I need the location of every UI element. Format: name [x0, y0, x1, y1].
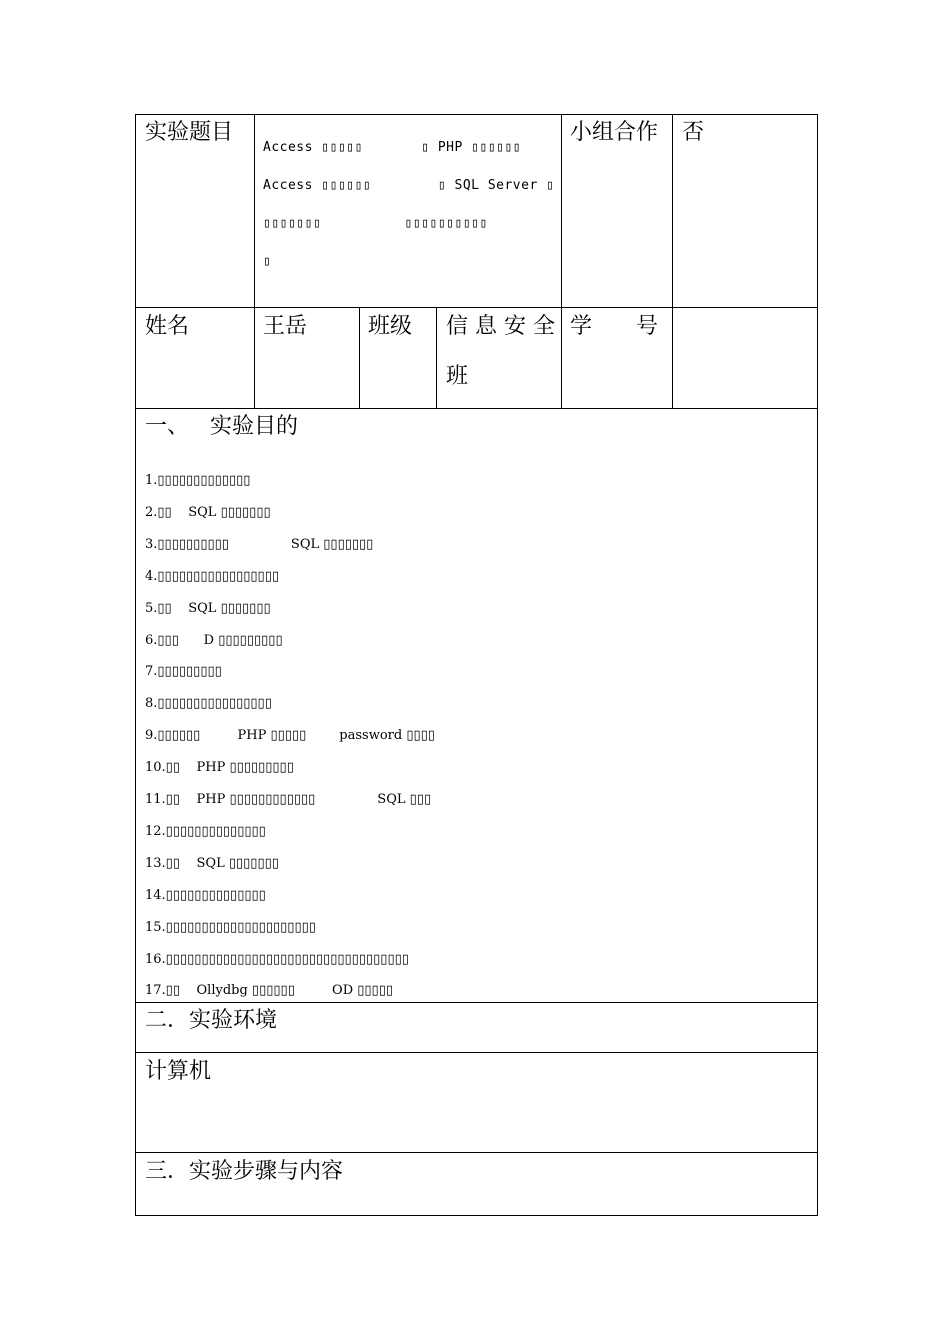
purpose-item: 13.▯▯ SQL ▯▯▯▯▯▯▯ — [145, 855, 279, 871]
purpose-item: 14.▯▯▯▯▯▯▯▯▯▯▯▯▯▯ — [145, 887, 266, 903]
experiment-title-line: ▯ — [263, 254, 272, 269]
column-divider — [561, 114, 562, 408]
row-divider — [135, 1002, 818, 1003]
purpose-item: 12.▯▯▯▯▯▯▯▯▯▯▯▯▯▯ — [145, 823, 266, 839]
purpose-item: 16.▯▯▯▯▯▯▯▯▯▯▯▯▯▯▯▯▯▯▯▯▯▯▯▯▯▯▯▯▯▯▯▯▯▯ — [145, 951, 409, 967]
purpose-item: 17.▯▯ Ollydbg ▯▯▯▯▯▯ OD ▯▯▯▯▯ — [145, 983, 394, 999]
column-divider — [359, 307, 360, 408]
name-value: 王岳 — [263, 314, 308, 339]
table-border-left — [135, 114, 136, 1216]
experiment-title-line: Access ▯▯▯▯▯▯ ▯ SQL Server ▯ — [263, 178, 555, 193]
row-divider — [135, 1152, 818, 1153]
experiment-title-line: ▯▯▯▯▯▯▯ ▯▯▯▯▯▯▯▯▯▯ — [263, 216, 488, 231]
purpose-item: 8.▯▯▯▯▯▯▯▯▯▯▯▯▯▯▯▯ — [145, 696, 272, 712]
table-border-top — [135, 114, 818, 115]
purpose-item: 7.▯▯▯▯▯▯▯▯▯ — [145, 664, 222, 680]
class-value-continued: 班 — [446, 364, 469, 389]
table-border-right — [817, 114, 818, 1216]
purpose-heading: 一、 实验目的 — [145, 414, 298, 439]
class-value: 信 息 安 全 — [446, 314, 555, 339]
student-id-label — [570, 316, 658, 338]
table-border-bottom — [135, 1215, 818, 1216]
steps-heading: 三．实验步骤与内容 — [145, 1159, 344, 1184]
row-divider — [135, 307, 818, 308]
purpose-item: 9.▯▯▯▯▯▯ PHP ▯▯▯▯▯ password ▯▯▯▯ — [145, 728, 435, 744]
experiment-title-label: 实验题目 — [145, 120, 234, 145]
purpose-item: 1.▯▯▯▯▯▯▯▯▯▯▯▯▯ — [145, 473, 251, 488]
environment-heading: 二．实验环境 — [145, 1008, 278, 1033]
row-divider — [135, 408, 818, 409]
environment-value: 计算机 — [145, 1059, 212, 1084]
purpose-item: 5.▯▯ SQL ▯▯▯▯▯▯▯ — [145, 600, 271, 616]
purpose-item: 6.▯▯▯ D ▯▯▯▯▯▯▯▯▯ — [145, 632, 283, 648]
purpose-item: 2.▯▯ SQL ▯▯▯▯▯▯▯ — [145, 504, 271, 520]
purpose-item: 3.▯▯▯▯▯▯▯▯▯▯ SQL ▯▯▯▯▯▯▯ — [145, 536, 374, 552]
purpose-item: 10.▯▯ PHP ▯▯▯▯▯▯▯▯▯ — [145, 760, 294, 776]
purpose-item: 11.▯▯ PHP ▯▯▯▯▯▯▯▯▯▯▯▯ SQL ▯▯▯ — [145, 792, 432, 807]
column-divider — [436, 307, 437, 408]
column-divider — [254, 114, 255, 408]
experiment-title-line: Access ▯▯▯▯▯ ▯ PHP ▯▯▯▯▯▯ — [263, 140, 522, 155]
student-id-label-part: 号 — [635, 314, 658, 339]
group-work-value: 否 — [682, 120, 705, 145]
group-work-label: 小组合作 — [570, 120, 659, 145]
name-label: 姓名 — [145, 314, 190, 339]
class-label: 班级 — [368, 314, 413, 339]
column-divider — [672, 114, 673, 408]
student-id-label-part: 学 — [570, 314, 593, 339]
row-divider — [135, 1052, 818, 1053]
purpose-item: 15.▯▯▯▯▯▯▯▯▯▯▯▯▯▯▯▯▯▯▯▯▯ — [145, 919, 316, 935]
purpose-item: 4.▯▯▯▯▯▯▯▯▯▯▯▯▯▯▯▯▯ — [145, 568, 280, 584]
